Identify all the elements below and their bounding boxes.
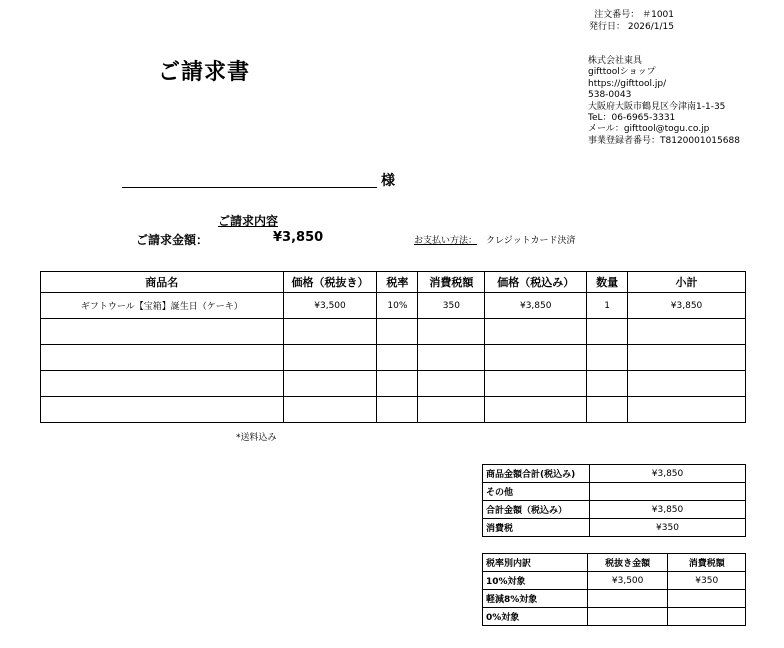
cell-price-incl: ¥3,850: [485, 293, 587, 319]
customer-suffix: 様: [381, 173, 395, 189]
cell-price-excl: [283, 319, 377, 345]
summary-label: 商品金額合計(税込み): [483, 465, 590, 483]
order-meta: [589, 9, 674, 33]
cell-quantity: [587, 345, 628, 371]
tax-amount: [668, 608, 746, 626]
cell-tax-amount: 350: [418, 293, 485, 319]
cell-subtotal: ¥3,850: [628, 293, 746, 319]
cell-price-incl: [485, 397, 587, 423]
amount-excl: ¥3,500: [587, 572, 668, 590]
cell-tax-rate: [377, 319, 418, 345]
items-table: [40, 271, 746, 423]
cell-price-incl: [485, 371, 587, 397]
cell-tax-amount: [418, 371, 485, 397]
summary-row: [483, 501, 746, 519]
table-row: [483, 572, 746, 590]
cell-quantity: [587, 319, 628, 345]
customer-name-line: [122, 187, 377, 188]
amount-label: ご請求金額：: [136, 233, 209, 247]
items-header-row: [41, 272, 746, 293]
tax-amount: ¥350: [668, 572, 746, 590]
summary-value: [590, 483, 746, 501]
seller-info: [588, 56, 740, 147]
summary-value: ¥3,850: [590, 501, 746, 519]
issue-date-label: 発行日：: [588, 22, 625, 32]
header-tax-amount: 消費税額: [418, 272, 485, 293]
cell-tax-rate: [377, 397, 418, 423]
summary-label: 消費税: [483, 519, 590, 537]
header-price-excl: 価格（税抜き）: [283, 272, 377, 293]
summary-table: [482, 464, 746, 537]
order-number-row: [589, 9, 674, 21]
header-tax-amount: 消費税額: [668, 554, 746, 572]
cell-subtotal: [628, 397, 746, 423]
seller-registration: 事業登録者番号：T8120001015688: [588, 135, 740, 146]
summary-label: 合計金額（税込み）: [483, 501, 590, 519]
table-row: [41, 345, 746, 371]
cell-quantity: 1: [587, 293, 628, 319]
section-title: ご請求内容: [218, 214, 279, 228]
cell-tax-amount: [418, 345, 485, 371]
tax-category: 0%対象: [483, 608, 588, 626]
payment-method-value: クレジットカード決済: [486, 236, 576, 246]
issue-date-row: [589, 21, 674, 33]
table-row: [483, 590, 746, 608]
cell-tax-rate: [377, 345, 418, 371]
cell-price-excl: [283, 397, 377, 423]
seller-postal: 538-0043: [588, 90, 632, 101]
seller-company: 株式会社東具: [588, 56, 643, 66]
table-row: [41, 397, 746, 423]
summary-row: [483, 483, 746, 501]
header-subtotal: 小計: [628, 272, 746, 293]
cell-subtotal: [628, 319, 746, 345]
seller-shop: gifttoolショップ: [588, 67, 656, 78]
table-row: [41, 293, 746, 319]
issue-date-value: 2026/1/15: [627, 22, 674, 32]
cell-price-excl: [283, 345, 377, 371]
payment-method-label: お支払い方法：: [414, 236, 478, 246]
table-row: [483, 608, 746, 626]
cell-price-incl: [485, 319, 587, 345]
cell-quantity: [587, 371, 628, 397]
header-tax-category: 税率別内訳: [483, 554, 588, 572]
order-number-label: 注文番号：: [594, 10, 640, 20]
seller-address: 大阪府大阪市鶴見区今津南1-1-35: [588, 101, 726, 112]
order-number-value: ＃1001: [642, 10, 674, 20]
cell-price-excl: ¥3,500: [283, 293, 377, 319]
cell-product-name: ギフトウール【宝箱】誕生日（ケーキ）: [41, 293, 284, 319]
tax-breakdown-header-row: [483, 554, 746, 572]
cell-product-name: [41, 371, 284, 397]
header-quantity: 数量: [587, 272, 628, 293]
cell-subtotal: [628, 345, 746, 371]
cell-product-name: [41, 397, 284, 423]
cell-product-name: [41, 319, 284, 345]
amount-excl: [587, 608, 668, 626]
amount-excl: [587, 590, 668, 608]
cell-tax-rate: 10%: [377, 293, 418, 319]
tax-category: 軽減8%対象: [483, 590, 588, 608]
summary-label: その他: [483, 483, 590, 501]
header-price-incl: 価格（税込み）: [485, 272, 587, 293]
header-amount-excl: 税抜き金額: [587, 554, 668, 572]
shipping-note: *送料込み: [236, 433, 277, 443]
seller-url: https://gifttool.jp/: [588, 78, 667, 89]
invoice-title: ご請求書: [158, 60, 251, 85]
table-row: [41, 319, 746, 345]
tax-amount: [668, 590, 746, 608]
seller-tel: TeL：06-6965-3331: [588, 113, 676, 124]
header-tax-rate: 税率: [377, 272, 418, 293]
summary-row: [483, 519, 746, 537]
cell-tax-rate: [377, 371, 418, 397]
cell-price-incl: [485, 345, 587, 371]
tax-breakdown-table: [482, 553, 746, 626]
cell-quantity: [587, 397, 628, 423]
cell-tax-amount: [418, 319, 485, 345]
summary-value: ¥3,850: [590, 465, 746, 483]
cell-product-name: [41, 345, 284, 371]
header-product-name: 商品名: [41, 272, 284, 293]
amount-value: ¥3,850: [273, 230, 324, 245]
table-row: [41, 371, 746, 397]
cell-price-excl: [283, 371, 377, 397]
cell-tax-amount: [418, 397, 485, 423]
seller-email: メール：gifttool@togu.co.jp: [588, 124, 710, 135]
summary-row: [483, 465, 746, 483]
tax-category: 10%対象: [483, 572, 588, 590]
cell-subtotal: [628, 371, 746, 397]
summary-value: ¥350: [590, 519, 746, 537]
